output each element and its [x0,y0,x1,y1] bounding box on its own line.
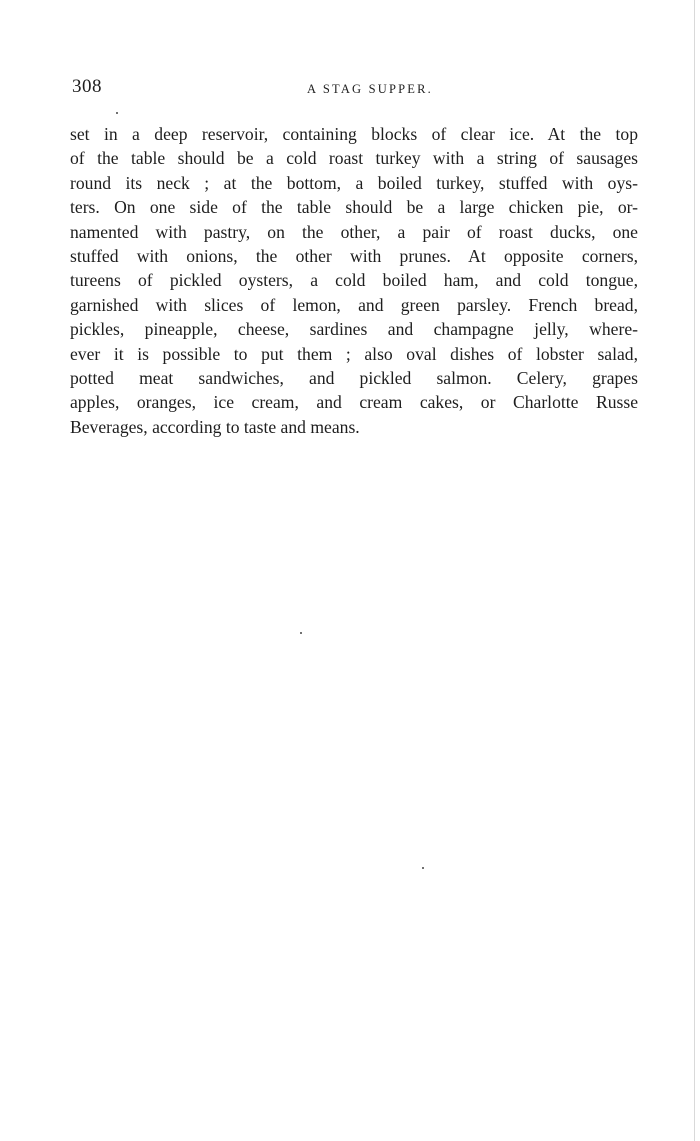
text-line: apples, oranges, ice cream, and cream cakes, or Charlotte Russe [70,392,638,413]
text-line: tureens of pickled oysters, a cold boiled ham, and cold tongue, [70,270,638,291]
text-line: set in a deep reservoir, containing blocks of clear ice. At the top [70,124,638,144]
page-edge-divider [694,0,695,1141]
text-line: potted meat sandwiches, and pickled salmon. Celery, grapes [70,367,638,388]
text-line: garnished with slices of lemon, and green parsley. French bread, [70,294,638,315]
text-line: ters. On one side of the table should be a large chicken pie, or- [70,197,638,218]
text-line: pickles, pineapple, cheese, sardines and champagne jelly, where- [70,319,638,340]
print-speck [422,867,424,869]
text-line: ever it is possible to put them ; also oval dishes of lobster salad, [70,343,638,364]
print-speck [300,632,302,634]
body-paragraph [70,122,638,439]
print-speck [116,112,118,114]
page-header [72,76,638,102]
text-line: round its neck ; at the bottom, a boiled turkey, stuffed with oys- [70,172,638,193]
text-line: stuffed with onions, the other with prunes. At opposite corners, [70,245,638,266]
text-line: namented with pastry, on the other, a pair of roast ducks, one [70,221,638,242]
page-number: 308 [72,76,102,97]
text-line: Beverages, according to taste and means. [70,416,360,437]
text-line: of the table should be a cold roast turkey with a string of sausages [70,148,638,169]
running-title: A STAG SUPPER. [306,82,433,96]
